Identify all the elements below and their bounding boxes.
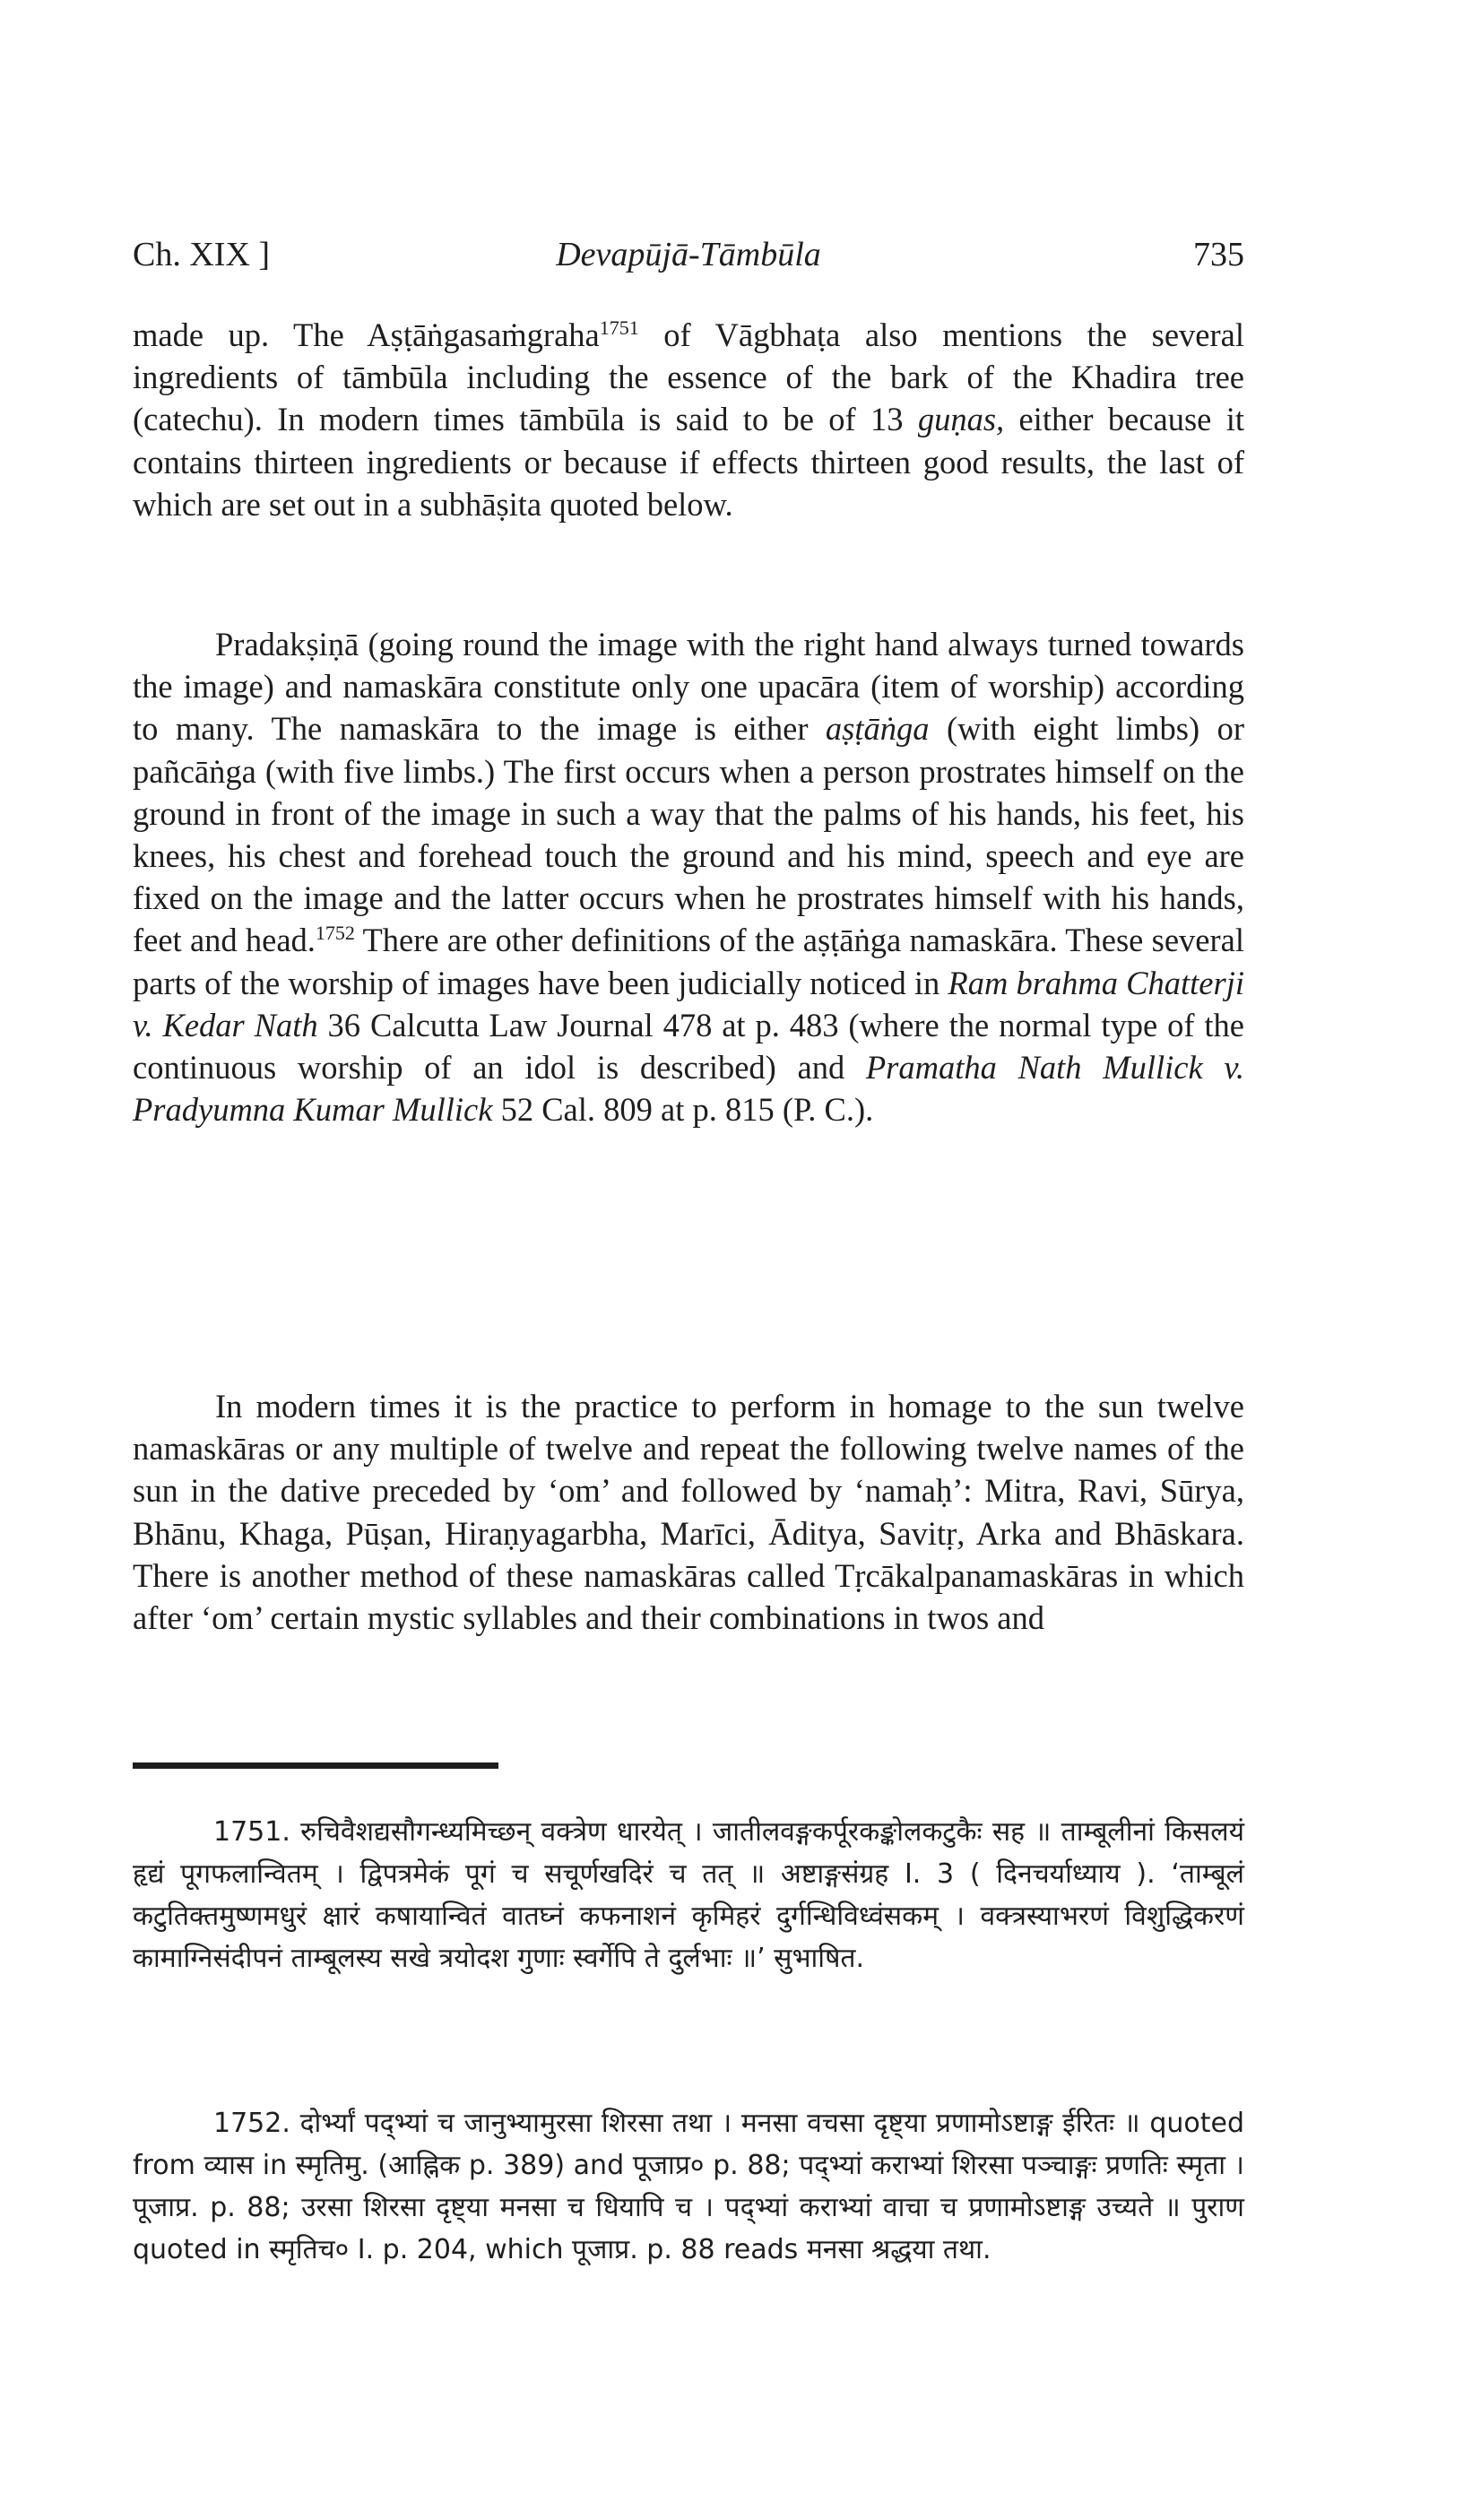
paragraph-2 [133,623,1244,1130]
astanga-term: aṣṭāṅga [825,710,930,748]
footnote-text: दोर्भ्यां पद्भ्यां च जानुभ्यामुरसा शिरसा तथा । मनसा वचसा दृष्ट्या प्रणामोऽष्टाङ्ग ईरितः ॥ quoted from व्यास in स्मृतिमु. (आह्निक p. 389) and पूजाप्र० p. 88; पद्भ्यां कराभ्यां शिरसा पञ्चाङ्गः प्रणतिः स्मृता । पूजाप्र. p. 88; उरसा शिरसा दृष्ट्या मनसा च धियापि च । पद्भ्यां कराभ्यां वाचा च प्रणामोऽष्टाङ्ग उच्यते ॥ पुराण quoted in स्मृतिच० I. p. 204, which पूजाप्र. p. 88 reads मनसा श्रद्धया तथा. [133,2108,1244,2265]
footnote-divider [133,1762,498,1769]
footnote-number: 1751. [213,1816,290,1848]
para3-text: In modern times it is the practice to perform in homage to the sun twelve namaskāras or any multiple of twelve and repeat the following twelve names of the sun in the dative preceded by ‘om’ and followed by ‘namaḥ’: Mitra, Ravi, Sūrya, Bhānu, Khaga, Pūṣan, Hiraṇyagarbha, Marīci, Āditya, Savitṛ, Arka and Bhāskara. There is another method of these namaskāras called Tṛcākalpanamaskāras in which after ‘om’ certain mystic syllables and their combinations in twos and [133,1388,1244,1637]
footnote-text: रुचिवैशद्यसौगन्ध्यमिच्छन् वक्त्रेण धारयेत् । जातीलवङ्गकर्पूरकङ्कोलकटुकैः सह ॥ ताम्बूलीनां किसलयं हृद्यं पूगफलान्वितम् । द्विपत्रमेकं पूगं च सचूर्णखदिरं च तत् ॥ अष्टाङ्गसंग्रह I. 3 ( दिनचर्याध्याय ). ‘ताम्बूलं कटुतिक्तमुष्णमधुरं क्षारं कषायान्वितं वातघ्नं कफनाशनं कृमिहरं दुर्गन्धिविध्वंसकम् । वक्त्रस्याभरणं विशुद्धिकरणं कामाग्निसंदीपनं ताम्बूलस्य सखे त्रयोदश गुणाः स्वर्गेपि ते दुर्लभाः ॥’ सुभाषित. [133,1816,1244,1974]
footnote-number: 1752. [213,2108,290,2139]
paragraph-1 [133,314,1244,525]
para1-text-c: either because it contains thirteen ingredients or because if effects thirteen good results, the last of which are set out in a subhāṣita quoted below. [133,401,1244,523]
para2-text-b: (with eight limbs) or pañcāṅga (with five limbs.) The first occurs when a person prostrates himself on the ground in front of the image in such a way that the palms of his hands, his feet, his knees, his chest and forehead touch the ground and his mind, speech and eye are fixed on the image and the latter occurs when he prostrates himself with his hands, feet and head. [133,710,1244,959]
para1-text-a: made up. The Aṣṭāṅgasaṁgraha [133,316,600,353]
running-head [133,235,1244,280]
footnote-ref-1752: 1752 [315,922,355,945]
chapter-label: Ch. XIX ] [133,236,271,273]
gunas-term: guṇas, [917,401,1005,438]
para2-text-c: There are other definitions of the aṣṭāṅga namaskāra. These several parts of the worship of images have been judicially noticed in [133,922,1244,1001]
case-citation-2: Pramatha Nath Mullick v. Pradyumna Kumar Mullick [133,1049,1244,1129]
footnote-1751 [133,1811,1244,1979]
running-title: Devapūjā-Tāmbūla [556,236,821,273]
paragraph-3 [133,1385,1244,1639]
page-number: 735 [1193,236,1244,273]
para2-text-a: Pradakṣiṇā (going round the image with the right hand always turned towards the image) and namaskāra constitute only one upacāra (item of worship) according to many. The namaskāra to the image is either [133,626,1244,748]
para2-text-e: 52 Cal. 809 at p. 815 (P. C.). [492,1091,874,1129]
para2-text-d: 36 Calcutta Law Journal 478 at p. 483 (where the normal type of the continuous worship of an idol is described) and [133,1006,1244,1087]
footnote-1752 [133,2102,1244,2271]
para1-text-b: of Vāgbhaṭa also mentions the several ingredients of tāmbūla including the essence of the bark of the Khadira tree (catechu). In modern times tāmbūla is said to be of 13 [133,316,1244,438]
footnote-ref-1751: 1751 [599,316,639,339]
case-citation-1: Ram brahma Chatterji v. Kedar Nath [133,964,1244,1044]
